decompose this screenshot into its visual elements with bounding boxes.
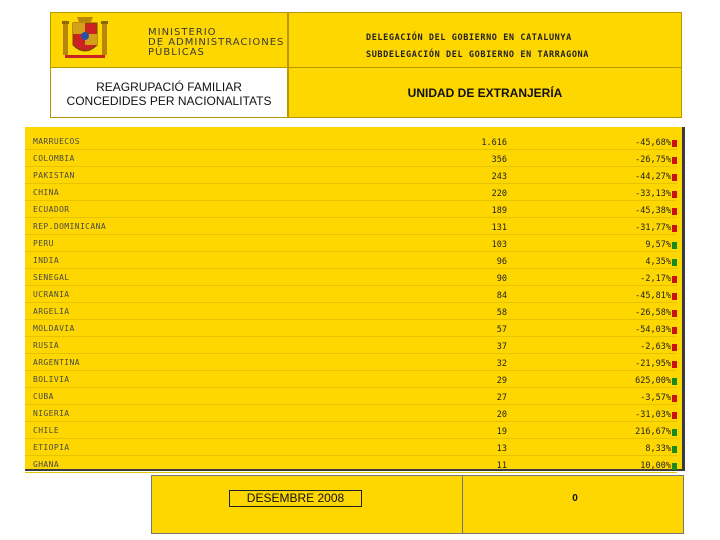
permit-count: 19 xyxy=(496,427,507,437)
permit-count: 96 xyxy=(496,257,507,267)
country-name: INDIA xyxy=(33,256,60,265)
permit-count: 84 xyxy=(496,291,507,301)
percent-change: -2,17% xyxy=(640,274,671,284)
permit-count: 13 xyxy=(496,444,507,454)
percent-change: -45,68% xyxy=(635,138,671,148)
country-name: CHINA xyxy=(33,188,60,197)
table-row xyxy=(25,133,685,150)
percent-change: 625,00% xyxy=(635,376,671,386)
delegation-line-2: SUBDELEGACIÓN DEL GOBIERNO EN TARRAGONA xyxy=(366,50,589,60)
decrease-flag-icon xyxy=(672,208,677,215)
ministry-name xyxy=(148,28,284,58)
table-row xyxy=(25,388,685,405)
permit-count: 29 xyxy=(496,376,507,386)
decrease-flag-icon xyxy=(672,157,677,164)
increase-flag-icon xyxy=(672,378,677,385)
country-name: PERU xyxy=(33,239,54,248)
permit-count: 1.616 xyxy=(481,138,507,148)
percent-change: -21,95% xyxy=(635,359,671,369)
country-name: SENEGAL xyxy=(33,273,70,282)
country-name: ARGELIA xyxy=(33,307,70,316)
period-label: DESEMBRE 2008 xyxy=(229,490,362,507)
decrease-flag-icon xyxy=(672,310,677,317)
table-row xyxy=(25,286,685,303)
table-row xyxy=(25,150,685,167)
permit-count: 220 xyxy=(491,189,507,199)
country-name: REP.DOMINICANA xyxy=(33,222,107,231)
decrease-flag-icon xyxy=(672,191,677,198)
table-row xyxy=(25,184,685,201)
percent-change: -45,38% xyxy=(635,206,671,216)
country-name: CHILE xyxy=(33,426,60,435)
percent-change: -31,77% xyxy=(635,223,671,233)
row-divider xyxy=(25,472,677,473)
decrease-flag-icon xyxy=(672,276,677,283)
percent-change: -2,63% xyxy=(640,342,671,352)
nationality-table xyxy=(25,127,685,471)
permit-count: 243 xyxy=(491,172,507,182)
table-row xyxy=(25,439,685,456)
permit-count: 58 xyxy=(496,308,507,318)
increase-flag-icon xyxy=(672,429,677,436)
percent-change: 4,35% xyxy=(645,257,671,267)
permit-count: 356 xyxy=(491,155,507,165)
footer-separator xyxy=(462,475,463,534)
permit-count: 90 xyxy=(496,274,507,284)
permit-count: 20 xyxy=(496,410,507,420)
delegation-line-1: DELEGACIÓN DEL GOBIERNO EN CATALUNYA xyxy=(366,33,572,43)
table-row xyxy=(25,235,685,252)
unit-panel xyxy=(288,12,682,118)
permit-count: 11 xyxy=(496,461,507,471)
ministry-line-1: MINISTERIO xyxy=(148,27,217,38)
table-row xyxy=(25,269,685,286)
percent-change: 9,57% xyxy=(645,240,671,250)
permit-count: 32 xyxy=(496,359,507,369)
country-name: COLOMBIA xyxy=(33,154,75,163)
decrease-flag-icon xyxy=(672,327,677,334)
delegation-text xyxy=(366,30,589,64)
country-name: BOLIVIA xyxy=(33,375,70,384)
country-name: UCRANIA xyxy=(33,290,70,299)
increase-flag-icon xyxy=(672,259,677,266)
decrease-flag-icon xyxy=(672,344,677,351)
country-name: ECUADOR xyxy=(33,205,70,214)
table-row xyxy=(25,252,685,269)
table-row xyxy=(25,405,685,422)
increase-flag-icon xyxy=(672,463,677,470)
unit-title: UNIDAD DE EXTRANJERÍA xyxy=(407,86,563,100)
table-row xyxy=(25,371,685,388)
decrease-flag-icon xyxy=(672,140,677,147)
country-name: PAKISTAN xyxy=(33,171,75,180)
country-name: CUBA xyxy=(33,392,54,401)
percent-change: -45,81% xyxy=(635,291,671,301)
decrease-flag-icon xyxy=(672,293,677,300)
country-name: MOLDAVIA xyxy=(33,324,75,333)
percent-change: -54,03% xyxy=(635,325,671,335)
report-title-line-1: REAGRUPACIÓ FAMILIAR xyxy=(96,80,242,94)
permit-count: 131 xyxy=(491,223,507,233)
percent-change: 8,33% xyxy=(645,444,671,454)
table-row xyxy=(25,320,685,337)
percent-change: -26,75% xyxy=(635,155,671,165)
country-name: GHANA xyxy=(33,460,60,469)
country-name: ETIOPIA xyxy=(33,443,70,452)
permit-count: 189 xyxy=(491,206,507,216)
percent-change: -44,27% xyxy=(635,172,671,182)
country-name: NIGERIA xyxy=(33,409,70,418)
country-name: RUSIA xyxy=(33,341,60,350)
percent-change: 10,00% xyxy=(640,461,671,471)
table-row xyxy=(25,337,685,354)
increase-flag-icon xyxy=(672,242,677,249)
permit-count: 103 xyxy=(491,240,507,250)
table-row xyxy=(25,456,685,473)
table-row xyxy=(25,422,685,439)
country-name: ARGENTINA xyxy=(33,358,80,367)
decrease-flag-icon xyxy=(672,412,677,419)
report-title-line-2: CONCEDIDES PER NACIONALITATS xyxy=(66,94,272,108)
percent-change: -31,03% xyxy=(635,410,671,420)
increase-flag-icon xyxy=(672,446,677,453)
table-row xyxy=(25,303,685,320)
percent-change: -33,13% xyxy=(635,189,671,199)
ministry-line-3: PÚBLICAS xyxy=(148,47,205,58)
permit-count: 57 xyxy=(496,325,507,335)
total-value: 0 xyxy=(572,493,578,504)
percent-change: 216,67% xyxy=(635,427,671,437)
table-row xyxy=(25,218,685,235)
decrease-flag-icon xyxy=(672,361,677,368)
coat-of-arms-icon xyxy=(59,17,111,61)
table-row xyxy=(25,201,685,218)
table-row xyxy=(25,167,685,184)
percent-change: -3,57% xyxy=(640,393,671,403)
table-row xyxy=(25,354,685,371)
permit-count: 27 xyxy=(496,393,507,403)
percent-change: -26,58% xyxy=(635,308,671,318)
ministry-line-2: DE ADMINISTRACIONES xyxy=(148,37,285,48)
report-title xyxy=(50,80,288,108)
decrease-flag-icon xyxy=(672,225,677,232)
decrease-flag-icon xyxy=(672,174,677,181)
permit-count: 37 xyxy=(496,342,507,352)
country-name: MARRUECOS xyxy=(33,137,80,146)
decrease-flag-icon xyxy=(672,395,677,402)
header-divider xyxy=(288,67,682,68)
